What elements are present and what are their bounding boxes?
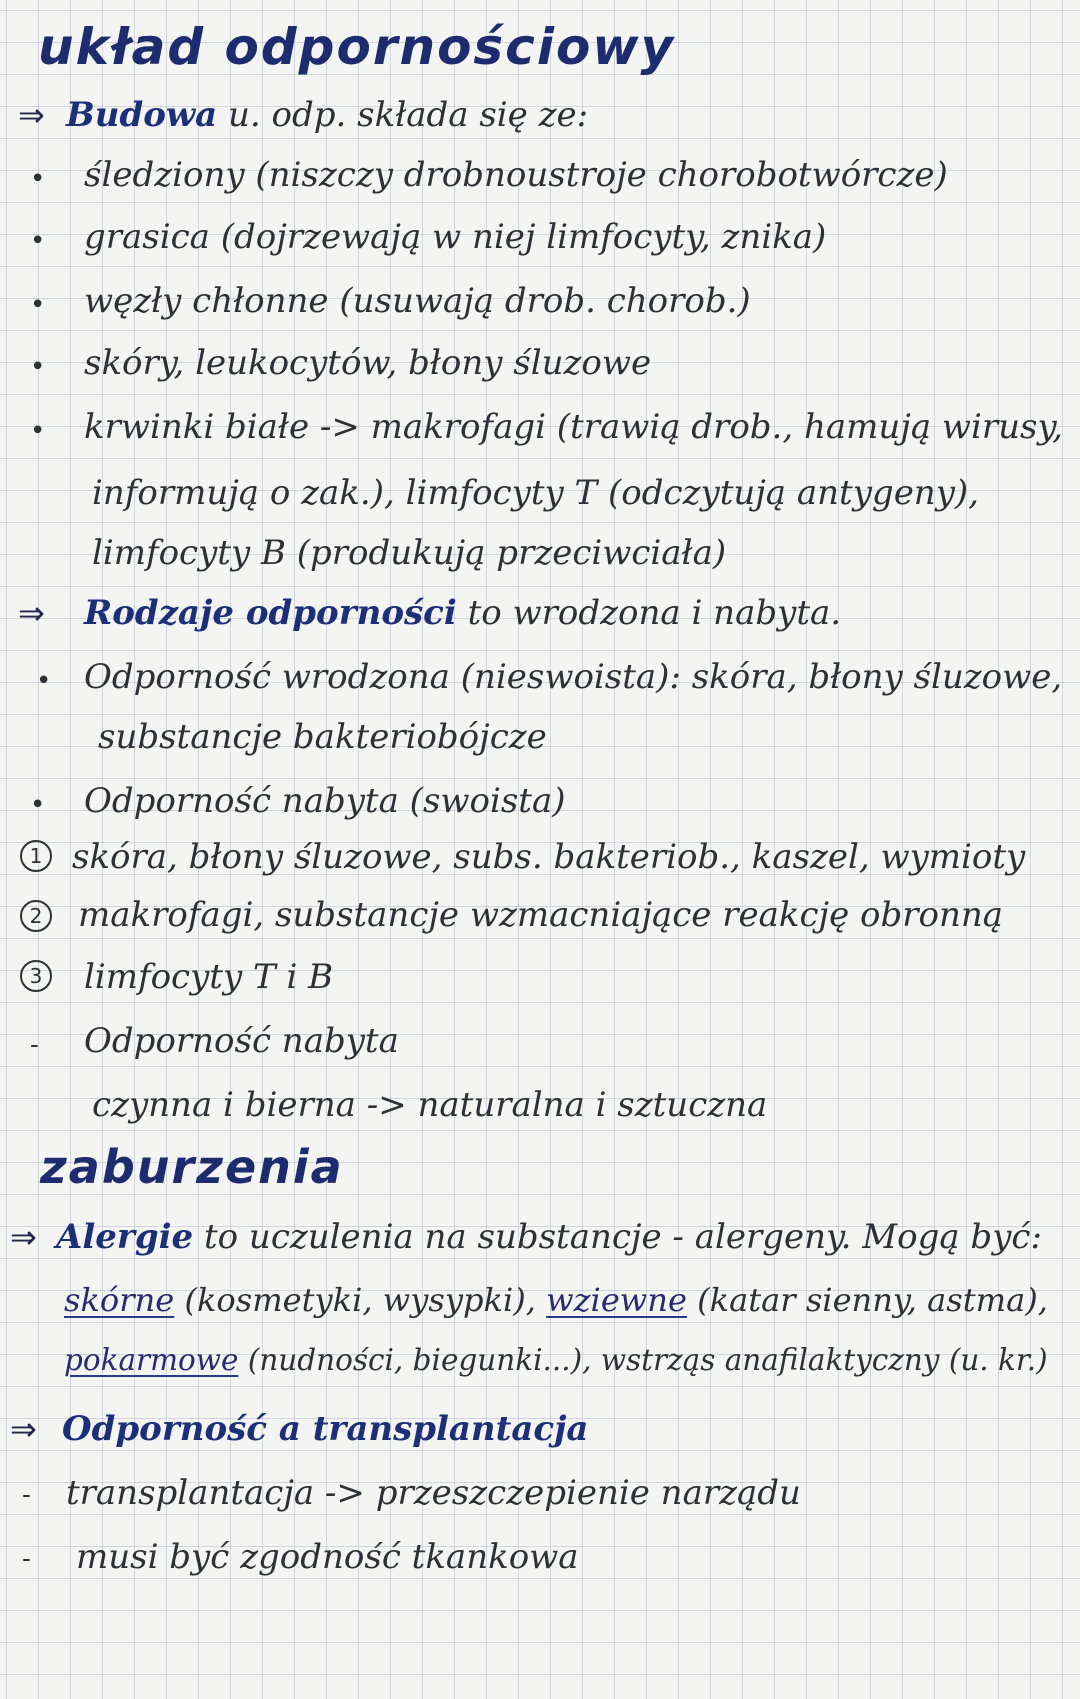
section-title-zaburzenia: zaburzenia: [40, 1140, 344, 1194]
line-pokarmowe-text: (nudności, biegunki...), wstrząs anafilaktyczny (u. kr.): [238, 1343, 1048, 1377]
line-budowa-text: u. odp. składa się ze:: [217, 95, 589, 135]
bullet-icon: •: [30, 790, 46, 820]
line-transplantacja-head: [62, 1409, 589, 1449]
line-wrodzona: Odporność wrodzona (nieswoista): skóra, błony śluzowe,: [84, 657, 1063, 697]
line-wezly: węzły chłonne (usuwają drob. chorob.): [84, 281, 751, 321]
dash-icon: -: [30, 1030, 39, 1060]
bullet-icon: •: [30, 352, 46, 382]
line-zgodnosc: musi być zgodność tkankowa: [76, 1537, 579, 1577]
arrow-icon: ⇒: [18, 594, 45, 632]
term-wziewne: wziewne: [546, 1281, 687, 1319]
heading-rodzaje: Rodzaje odporności: [84, 593, 457, 633]
line-point-3: limfocyty T i B: [84, 957, 334, 997]
page-title: układ odpornościowy: [38, 18, 676, 76]
line-point-2: makrofagi, substancje wzmacniające reakcję obronną: [78, 895, 1004, 935]
line-budowa: [66, 95, 589, 135]
line-informuja: informują o zak.), limfocyty T (odczytują antygeny),: [92, 473, 979, 513]
line-skorne: [64, 1281, 1048, 1319]
line-skorne-text-a: (kosmetyki, wysypki),: [174, 1281, 547, 1319]
line-alergie: [56, 1217, 1042, 1257]
arrow-icon: ⇒: [10, 1410, 37, 1448]
term-skorne: skórne: [64, 1281, 175, 1319]
bullet-icon: •: [30, 290, 46, 320]
line-point-1: skóra, błony śluzowe, subs. bakteriob., kaszel, wymioty: [72, 837, 1026, 877]
line-pokarmowe: [64, 1343, 1048, 1377]
heading-alergie: Alergie: [56, 1217, 194, 1257]
dash-icon: -: [22, 1480, 31, 1510]
line-nabyta-swoista: Odporność nabyta (swoista): [84, 781, 566, 821]
dash-icon: -: [22, 1544, 31, 1574]
line-rodzaje-text: to wrodzona i nabyta.: [456, 593, 842, 633]
heading-transplantacja: Odporność a transplantacja: [62, 1409, 589, 1449]
number-3-icon: 3: [20, 960, 52, 992]
line-grasica: grasica (dojrzewają w niej limfocyty, znika): [84, 217, 827, 257]
line-rodzaje: [84, 593, 842, 633]
arrow-icon: ⇒: [10, 1218, 37, 1256]
line-czynna: czynna i bierna -> naturalna i sztuczna: [92, 1085, 768, 1125]
line-nabyta: Odporność nabyta: [84, 1021, 399, 1061]
bullet-icon: •: [30, 416, 46, 446]
term-pokarmowe: pokarmowe: [64, 1343, 239, 1377]
number-1-icon: 1: [20, 840, 52, 872]
bullet-icon: •: [30, 164, 46, 194]
line-skory: skóry, leukocytów, błony śluzowe: [84, 343, 652, 383]
line-alergie-text: to uczulenia na substancje - alergeny. Mogą być:: [193, 1217, 1042, 1257]
line-skorne-text-b: (katar sienny, astma),: [686, 1281, 1048, 1319]
heading-budowa: Budowa: [66, 95, 218, 135]
line-sledziona: śledziony (niszczy drobnoustroje chorobotwórcze): [84, 155, 948, 195]
bullet-icon: •: [36, 666, 52, 696]
bullet-icon: •: [30, 226, 46, 256]
line-substancje: substancje bakteriobójcze: [98, 717, 547, 757]
number-2-icon: 2: [20, 900, 52, 932]
line-limfocyty-b: limfocyty B (produkują przeciwciała): [92, 533, 727, 573]
line-krwinki: krwinki białe -> makrofagi (trawią drob., hamują wirusy,: [84, 407, 1063, 447]
arrow-icon: ⇒: [18, 96, 45, 134]
line-transplantacja: transplantacja -> przeszczepienie narządu: [66, 1473, 801, 1513]
